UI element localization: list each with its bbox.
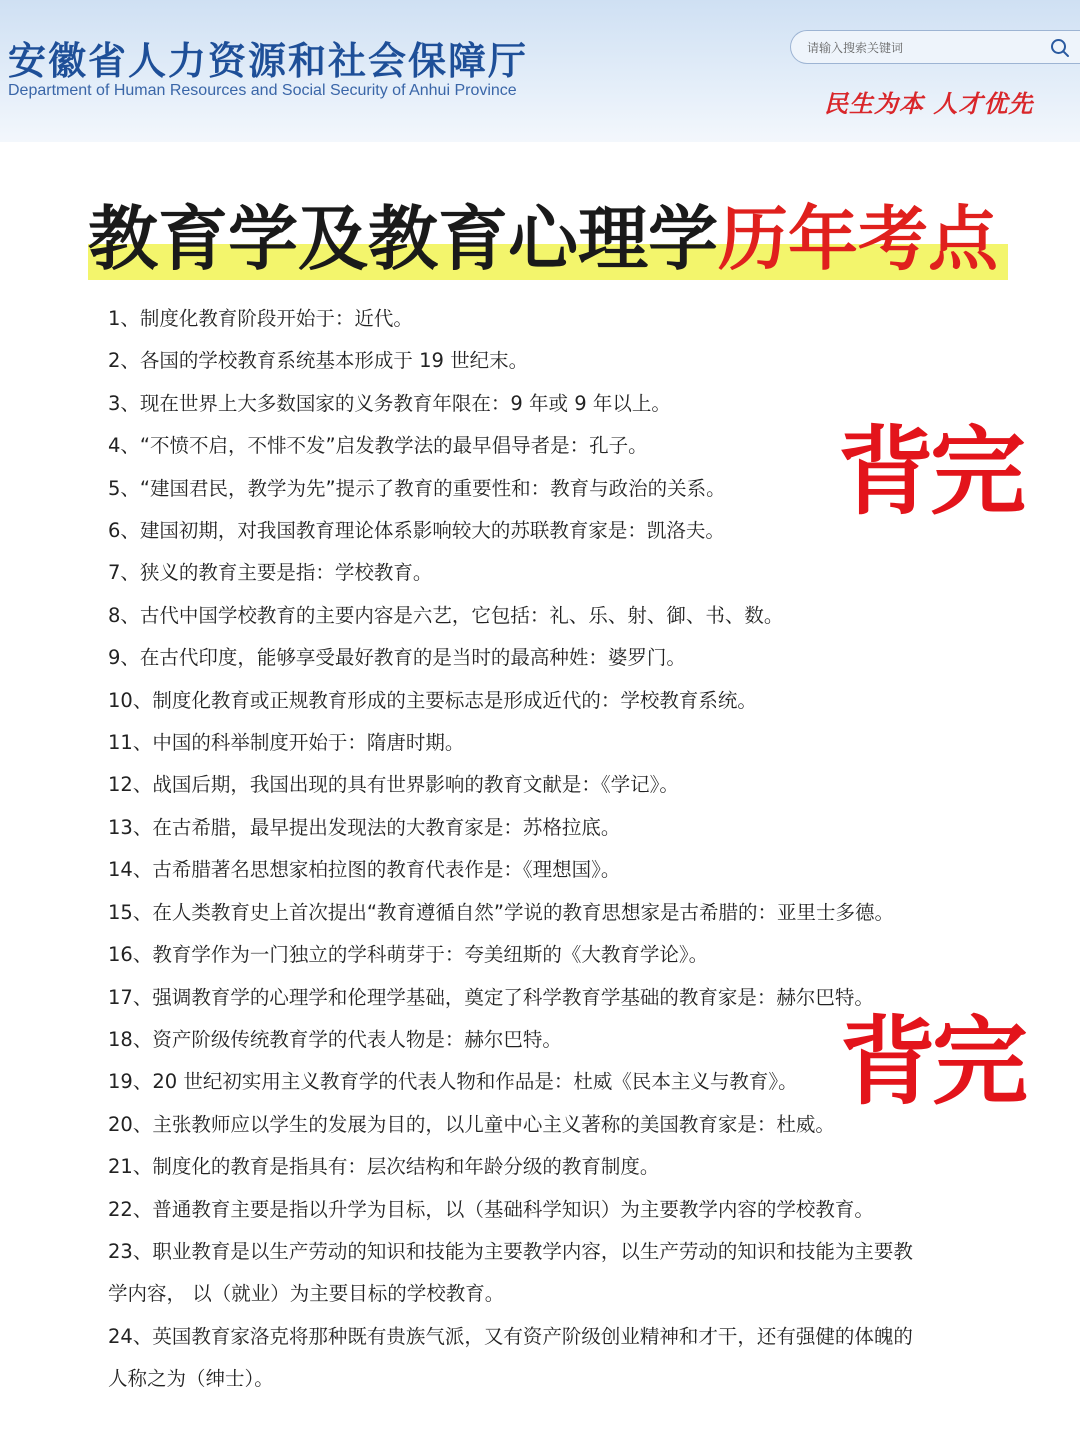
list-item: 2、各国的学校教育系统基本形成于 19 世纪末。 (108, 349, 529, 373)
list-item: 17、强调教育学的心理学和伦理学基础，奠定了科学教育学基础的教育家是：赫尔巴特。 (108, 985, 874, 1009)
list-item: 11、中国的科举制度开始于：隋唐时期。 (108, 731, 465, 755)
memorize-stamp: 背完 (840, 1006, 1024, 1118)
list-item: 18、资产阶级传统教育学的代表人物是：赫尔巴特。 (108, 1027, 562, 1051)
list-item: 9、在古代印度，能够享受最好教育的是当时的最高种姓：婆罗门。 (108, 646, 686, 670)
list-item: 23、职业教育是以生产劳动的知识和技能为主要教学内容，以生产劳动的知识和技能为主要教 (108, 1239, 913, 1263)
list-item: 12、战国后期，我国出现的具有世界影响的教育文献是：《学记》。 (108, 773, 679, 797)
list-item: 14、古希腊著名思想家柏拉图的教育代表作是：《理想国》。 (108, 858, 621, 882)
search-input[interactable] (805, 31, 1039, 65)
list-item: 10、制度化教育或正规教育形成的主要标志是形成近代的：学校教育系统。 (108, 688, 757, 712)
org-subtitle: Department of Human Resources and Social Security of Anhui Province (8, 82, 517, 99)
list-item: 22、普通教育主要是指以升学为目标，以（基础科学知识）为主要教学内容的学校教育。 (108, 1197, 874, 1221)
list-item: 15、在人类教育史上首次提出“教育遵循自然”学说的教育思想家是古希腊的：亚里士多德。 (108, 900, 895, 924)
list-item: 19、20 世纪初实用主义教育学的代表人物和作品是：杜威《民本主义与教育》。 (108, 1070, 798, 1094)
search-box[interactable] (790, 30, 1080, 64)
list-item: 24、英国教育家洛克将那种既有贵族气派，又有资产阶级创业精神和才干，还有强健的体魄的 (108, 1324, 913, 1348)
list-item: 16、教育学作为一门独立的学科萌芽于：夸美纽斯的《大教育学论》。 (108, 943, 709, 967)
document-title (88, 196, 998, 282)
memorize-stamp: 背完 (838, 416, 1022, 528)
list-item: 4、“不愤不启，不悱不发”启发教学法的最早倡导者是：孔子。 (108, 434, 648, 458)
list-item-continuation: 学内容， 以（就业）为主要目标的学校教育。 (108, 1282, 505, 1306)
list-item: 21、制度化的教育是指具有：层次结构和年龄分级的教育制度。 (108, 1155, 660, 1179)
list-item: 13、在古希腊，最早提出发现法的大教育家是：苏格拉底。 (108, 815, 621, 839)
list-item: 1、制度化教育阶段开始于：近代。 (108, 307, 413, 330)
list-item: 6、建国初期，对我国教育理论体系影响较大的苏联教育家是：凯洛夫。 (108, 519, 725, 543)
list-item: 7、狭义的教育主要是指：学校教育。 (108, 561, 433, 585)
slogan: 民生为本 人才优先 (824, 89, 1034, 118)
title-main: 教育学及教育心理学 (88, 197, 718, 280)
list-item: 3、现在世界上大多数国家的义务教育年限在：9 年或 9 年以上。 (108, 391, 671, 415)
title-accent: 历年考点 (718, 197, 998, 280)
search-icon[interactable] (1050, 38, 1070, 58)
list-item: 20、主张教师应以学生的发展为目的，以儿童中心主义著称的美国教育家是：杜威。 (108, 1112, 835, 1136)
list-item: 5、“建国君民，教学为先”提示了教育的重要性和：教育与政治的关系。 (108, 476, 726, 500)
site-header (0, 0, 1080, 142)
list-item-continuation: 人称之为（绅士）。 (108, 1367, 274, 1391)
list-item: 8、古代中国学校教育的主要内容是六艺，它包括：礼、乐、射、御、书、数。 (108, 603, 784, 627)
org-title[interactable]: 安徽省人力资源和社会保障厅 (8, 39, 529, 83)
